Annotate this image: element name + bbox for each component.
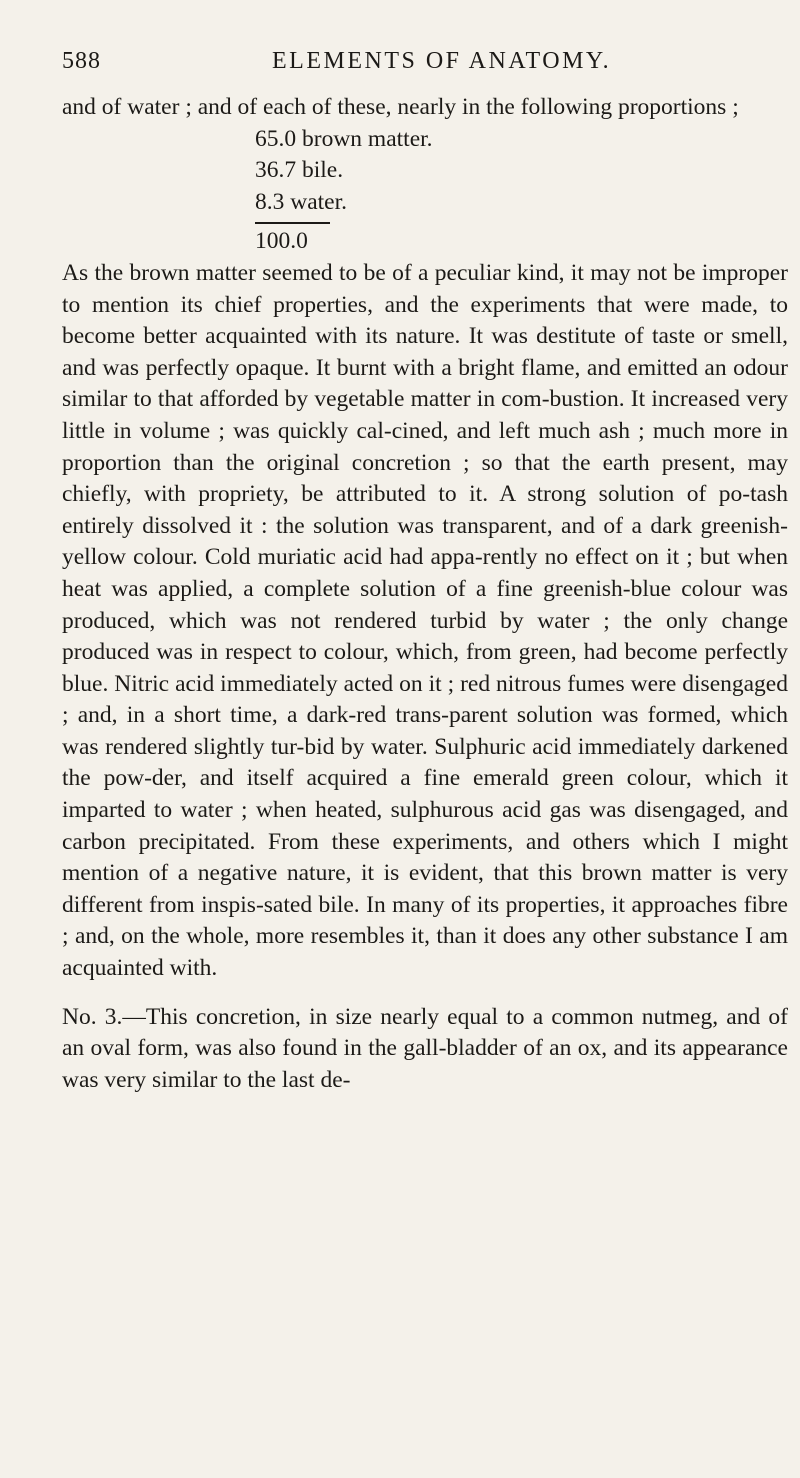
running-head: ELEMENTS OF ANATOMY.	[272, 48, 612, 74]
composition-value: 36.7	[255, 157, 297, 184]
sum-rule	[255, 222, 330, 224]
page-number: 588	[62, 48, 101, 74]
composition-table	[255, 124, 788, 258]
composition-value: 8.3	[255, 188, 285, 215]
composition-row	[255, 155, 788, 187]
composition-label: brown matter.	[302, 125, 433, 152]
book-page	[62, 40, 788, 1096]
composition-row	[255, 187, 788, 219]
composition-label: bile.	[302, 157, 344, 184]
composition-value: 65.0	[255, 125, 297, 152]
opening-text: and of water ; and of each of these, nearly in the following proportions ;	[62, 94, 739, 120]
composition-row	[255, 124, 788, 156]
paragraph-no-3: No. 3.—This concretion, in size nearly equal to a common nutmeg, and of an oval form, was also found in the gall-bladder of an ox, and its appearance was very similar to the last de-	[62, 1003, 788, 1093]
body-text	[62, 92, 788, 1096]
page-header	[62, 40, 788, 92]
composition-label: water.	[290, 188, 348, 215]
composition-total: 100.0	[255, 228, 308, 255]
paragraph-brown-matter: As the brown matter seemed to be of a peculiar kind, it may not be improper to mention its chief properties, and the experiments that were made, to become better acquainted with its nature. It was destitute of taste or smell, and was perfectly opaque. It burnt with a bright flame, and emitted an odour similar to that afforded by vegetable matter in com-bustion. It increased very little in volume ; was quickly cal-cined, and left much ash ; much more in proportion than the original concretion ; so that the earth present, may chiefly, with propriety, be attributed to it. A strong solution of po-tash entirely dissolved it : the solution was transparent, and of a dark greenish-yellow colour. Cold muriatic acid had appa-rently no effect on it ; but when heat was applied, a complete solution of a fine greenish-blue colour was produced, which was not rendered turbid by water ; the only change produced was in respect to colour, which, from green, had become perfectly blue. Nitric acid immediately acted on it ; red nitrous fumes were disengaged ; and, in a short time, a dark-red trans-parent solution was formed, which was rendered slightly tur-bid by water. Sulphuric acid immediately darkened the pow-der, and itself acquired a fine emerald green colour, which it imparted to water ; when heated, sulphurous acid gas was disengaged, and carbon precipitated. From these experiments, and others which I might mention of a negative nature, it is evident, that this brown matter is very different from inspis-sated bile. In many of its properties, it approaches fibre ; and, on the whole, more resembles it, than it does any other substance I am acquainted with.	[62, 259, 788, 982]
